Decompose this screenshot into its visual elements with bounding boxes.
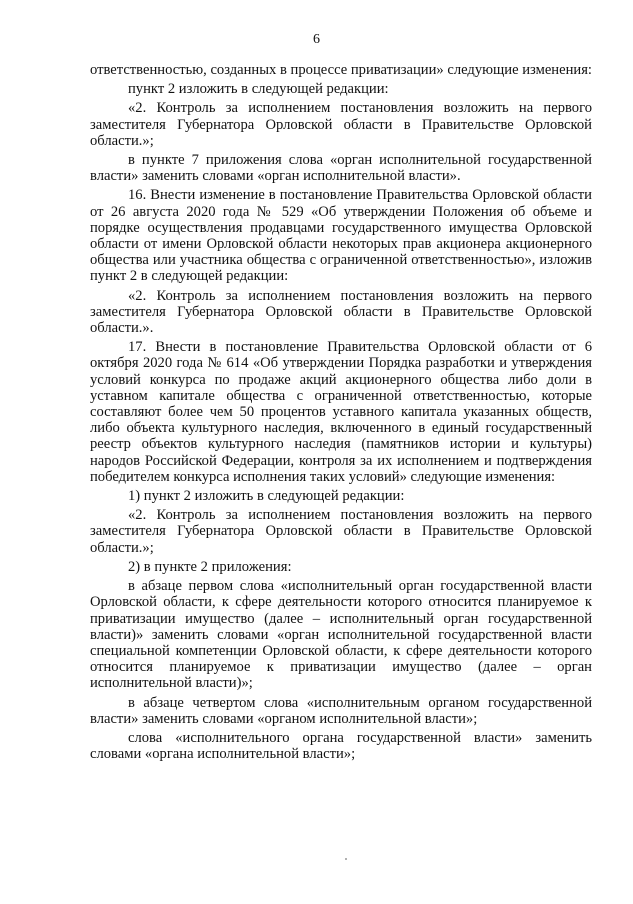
paragraph-item-17: 17. Внести в постановление Правительства Орловской области от 6 октября 2020 года № 614 «Об утверждении Порядка разработки и утверждения условий конкурса по продаже акций акционерного общества либо доли в уставном капитале общества с ограниченной ответственностью, которые составляют более чем 50 процентов уставного капитала указанных обществ, либо объекта культурного наследия, включенного в единый государственный реестр объектов культурного наследия (памятников истории и культуры) народов Российской Федерации, контроля за их исполнением и подтверждения победителем конкурса исполнения таких условий» следующие изменения: xyxy=(90,339,592,485)
paragraph-subitem-2: 2) в пункте 2 приложения: xyxy=(128,558,292,575)
paragraph-continuation: ответственностью, созданных в процессе приватизации» следующие изменения: xyxy=(90,62,592,78)
paragraph: в абзаце четвертом слова «исполнительным органом государственной власти» заменить словами «органом исполнительной власти»; xyxy=(90,694,592,727)
paragraph-subitem-1: 1) пункт 2 изложить в следующей редакции: xyxy=(128,488,405,505)
document-body xyxy=(90,62,592,765)
paragraph-quote: «2. Контроль за исполнением постановления возложить на первого заместителя Губернатора Орловской области в Правительстве Орловской области.»; xyxy=(90,100,592,149)
paragraph: слова «исполнительного органа государственной власти» заменить словами «органа исполнительной власти»; xyxy=(90,729,592,763)
paragraph-quote: «2. Контроль за исполнением постановления возложить на первого заместителя Губернатора Орловской области в Правительстве Орловской области.». xyxy=(90,287,592,337)
paragraph: в абзаце первом слова «исполнительный орган государственной власти Орловской области, к сфере деятельности которого относится планируемое к приватизации имущество (далее – исполнительный орган государственной власти)» заменить словами «орган исполнительной государственной власти специальной компетенции Орловской области, к сфере деятельности которого относится планируемое к приватизации имущество (далее – орган исполнительной власти)»; xyxy=(90,578,592,692)
paragraph-quote: «2. Контроль за исполнением постановления возложить на первого заместителя Губернатора Орловской области в Правительстве Орловской области.»; xyxy=(90,507,592,556)
scan-speck xyxy=(345,858,347,860)
page-number: 6 xyxy=(313,32,320,47)
paragraph: пункт 2 изложить в следующей редакции: xyxy=(128,81,389,98)
paragraph: в пункте 7 приложения слова «орган исполнительной государственной власти» заменить словами «орган исполнительной власти». xyxy=(90,152,592,185)
paragraph-item-16: 16. Внести изменение в постановление Правительства Орловской области от 26 августа 2020 года № 529 «Об утверждении Положения об объеме и порядке осуществления продавцами государственного имущества Орловской области от имени Орловской области некоторых прав акционера акционерного общества или участника общества с ограниченной ответственностью», изложив пункт 2 в следующей редакции: xyxy=(90,187,592,285)
